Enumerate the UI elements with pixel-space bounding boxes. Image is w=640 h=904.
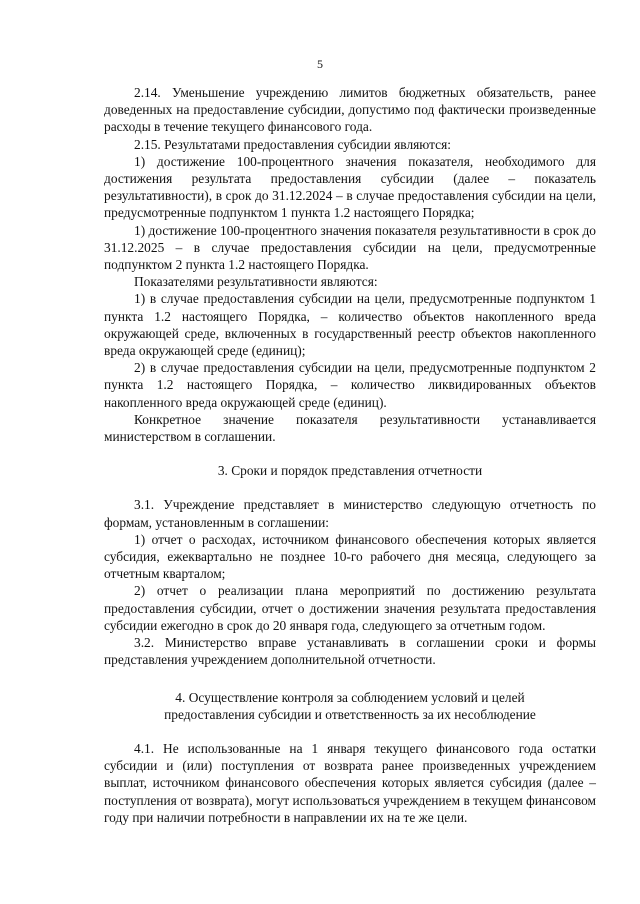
paragraph-indicators-intro: Показателями результативности являются:: [134, 274, 378, 290]
paragraph-2-15: 2.15. Результатами предоставления субсидии являются:: [134, 136, 451, 152]
paragraph-indicator-1: 1) в случае предоставления субсидии на цели, предусмотренные подпунктом 1 пункта 1.2 настоящего Порядка, – количество объектов накопленного вреда окружающей среде, включенных в государственный реестр объектов накопленного вреда окружающей среде (единиц);: [104, 291, 596, 359]
paragraph-3-1: 3.1. Учреждение представляет в министерство следующую отчетность по формам, установленным в соглашении:: [104, 497, 596, 530]
paragraph-4-1: 4.1. Не использованные на 1 января текущего финансового года остатки субсидии и (или) поступления от возврата ранее произведенных учреждением выплат, источником финансового обеспечения которых является субсидия (далее – поступления от возврата), могут использоваться учреждением в текущем финансовом году при наличии потребности в направлении их на те же цели.: [104, 740, 596, 825]
page-number: 5: [317, 57, 323, 71]
paragraph-2-14: 2.14. Уменьшение учреждению лимитов бюджетных обязательств, ранее доведенных на предоставление субсидии, допустимо под фактически произведенные расходы в течение текущего финансового года.: [104, 85, 596, 135]
paragraph-3-2: 3.2. Министерство вправе устанавливать в соглашении сроки и формы представления учреждением дополнительной отчетности.: [104, 635, 596, 668]
paragraph-2-15-item-1b: 1) достижение 100-процентного значения показателя результативности в срок до 31.12.2025 – в случае предоставления субсидии на цели, предусмотренные подпунктом 2 пункта 1.2 настоящего Порядка.: [104, 222, 596, 273]
section-3-heading: 3. Сроки и порядок представления отчетности: [217, 463, 483, 479]
section-4-heading-line-1: 4. Осуществление контроля за соблюдением условий и целей: [175, 689, 525, 705]
paragraph-3-1-item-2: 2) отчет о реализации плана мероприятий по достижению результата предоставления субсидии, отчет о достижении значения результата предоставления субсидии ежегодно в срок до 20 января года, следующего за отчетным годом.: [104, 583, 596, 633]
paragraph-2-15-item-1: 1) достижение 100-процентного значения показателя, необходимого для достижения результата предоставления субсидии (далее – показатель результативности), в срок до 31.12.2024 – в случае предоставления субсидии на цели, предусмотренные подпунктом 1 пункта 1.2 настоящего Порядка;: [104, 153, 596, 221]
section-4-heading-line-2: предоставления субсидии и ответственность за их несоблюдение: [164, 706, 536, 722]
paragraph-3-1-item-1: 1) отчет о расходах, источником финансового обеспечения которых является субсидия, ежеквартально не позднее 10-го рабочего дня месяца, следующего за отчетным кварталом;: [104, 531, 596, 582]
paragraph-indicator-value: Конкретное значение показателя результативности устанавливается министерством в соглашении.: [104, 411, 596, 445]
document-body: [104, 84, 596, 826]
paragraph-indicator-2: 2) в случае предоставления субсидии на цели, предусмотренные подпунктом 2 пункта 1.2 настоящего Порядка, – количество ликвидированных объектов накопленного вреда окружающей среде (единиц).: [104, 360, 596, 410]
